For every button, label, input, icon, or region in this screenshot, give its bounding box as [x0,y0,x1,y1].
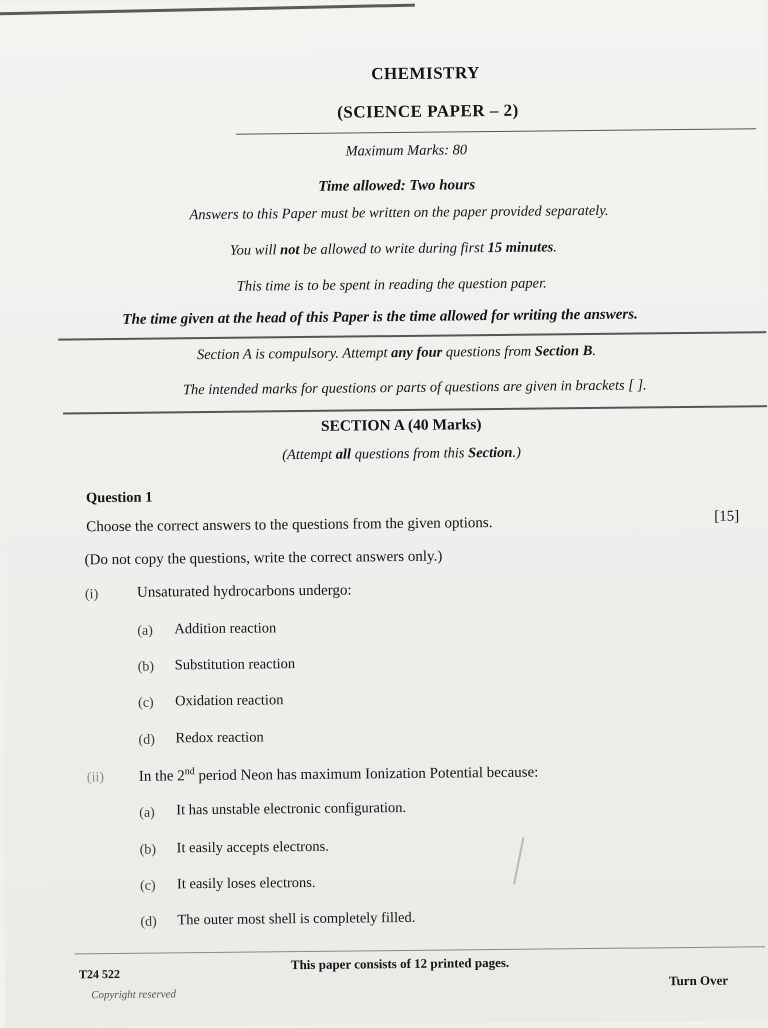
divider [63,405,767,414]
option-key: (d) [138,732,155,748]
page-count: This paper consists of 12 printed pages. [290,954,510,973]
option-text: Redox reaction [175,729,264,747]
top-edge-line [0,4,415,16]
option-text: Substitution reaction [174,656,296,674]
instruction-2: You will not be allowed to write during first 15 minutes. [229,239,557,259]
question-prompt: Choose the correct answers to the questions from the given options. [86,515,493,536]
section-instruction: (Attempt all questions from this Section.) [282,444,521,464]
divider [236,128,756,134]
question-note: (Do not copy the questions, write the correct answers only.) [84,548,443,569]
max-marks: Maximum Marks: 80 [345,142,468,160]
question-marks: [15] [714,508,740,525]
option-text: Oxidation reaction [175,692,284,710]
part-stem: Unsaturated hydrocarbons undergo: [136,582,352,601]
section-title: SECTION A (40 Marks) [320,416,482,435]
time-allowed: Time allowed: Two hours [318,177,476,195]
part-number: (i) [84,587,99,603]
part-stem: In the 2nd period Neon has maximum Ionization Potential because: [138,764,539,785]
option-key: (b) [139,842,157,858]
pen-mark [513,837,524,884]
option-text: It easily accepts electrons. [176,838,329,857]
option-key: (c) [138,695,154,711]
instruction-5: Section A is compulsory. Attempt any four questions from Section B. [196,342,597,364]
option-key: (b) [137,659,155,675]
option-text: Addition reaction [174,620,277,638]
turn-over: Turn Over [668,972,729,989]
copyright: Copyright reserved [91,988,177,1002]
option-key: (a) [137,623,153,639]
option-key: (d) [140,914,157,930]
part-number: (ii) [86,770,105,786]
instruction-4: The time given at the head of this Paper is the time allowed for writing the answers. [122,306,638,328]
instruction-3: This time is to be spent in reading the question paper. [236,275,547,295]
paper-code: T24 522 [78,966,121,982]
option-text: It easily loses electrons. [176,874,316,893]
option-text: The outer most shell is completely filled. [177,909,416,929]
option-key: (a) [139,805,155,821]
footer-divider [75,946,765,954]
question-label: Question 1 [85,489,153,507]
instruction-6: The intended marks for questions or parts of questions are given in brackets [ ]. [182,377,647,399]
divider [58,331,766,340]
paper-title: CHEMISTRY [371,63,481,84]
paper-subtitle: (SCIENCE PAPER – 2) [337,100,519,122]
instruction-1: Answers to this Paper must be written on the paper provided separately. [189,202,609,224]
option-key: (c) [139,878,156,894]
option-text: It has unstable electronic configuration. [176,799,407,819]
